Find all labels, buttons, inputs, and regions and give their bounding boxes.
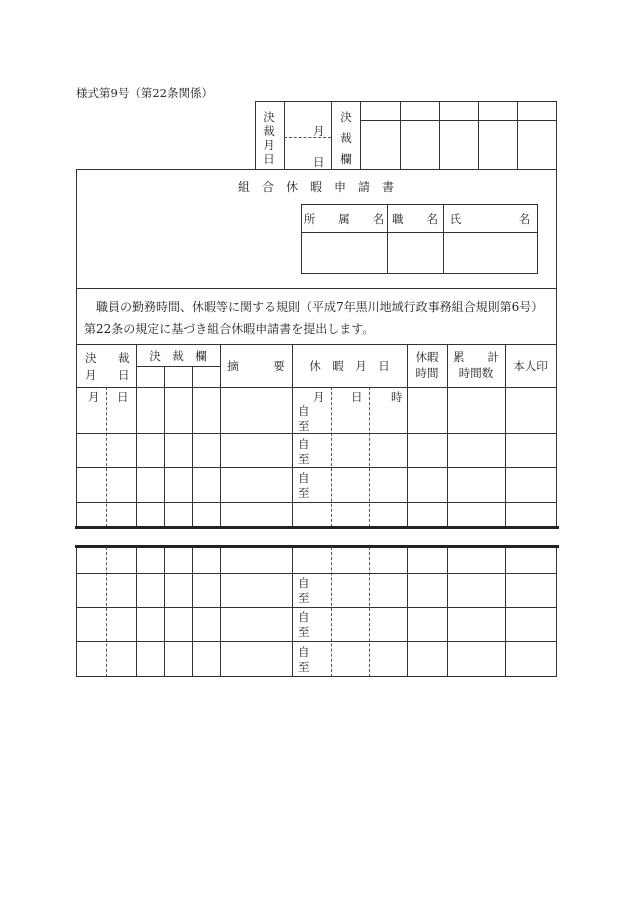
row2-to-label: 至 — [298, 452, 310, 466]
cumulative-header-line1: 累 計 — [453, 350, 499, 364]
affiliation-header: 所 属 名 — [303, 212, 385, 226]
approval-date-header-bottom-right: 日 — [118, 368, 130, 382]
row1-to-label: 至 — [298, 419, 310, 433]
row1-from-label: 自 — [298, 404, 310, 418]
form-number: 様式第9号（第22条関係） — [76, 86, 213, 100]
page-break-bottom-line — [75, 545, 559, 548]
approval-column-label-1: 決 — [340, 110, 352, 124]
row7-from-label: 自 — [298, 645, 310, 659]
row1-leave-month: 月 — [313, 390, 325, 404]
summary-header: 摘 要 — [227, 359, 285, 373]
approval-column-label-3: 欄 — [340, 152, 352, 166]
cumulative-header-line2: 時間数 — [458, 366, 494, 380]
approval-date-label-1: 決 — [263, 110, 275, 124]
row5-from-label: 自 — [298, 576, 310, 590]
row7-to-label: 至 — [298, 660, 310, 674]
approval-column-header: 決 裁 欄 — [149, 349, 207, 363]
row1-leave-day: 日 — [351, 390, 363, 404]
approval-date-label-4: 日 — [263, 152, 275, 166]
approval-column-label-2: 裁 — [340, 131, 352, 145]
row6-to-label: 至 — [298, 625, 310, 639]
approval-date-header-bottom-left: 月 — [85, 368, 97, 382]
page-title: 組 合 休 暇 申 請 書 — [237, 180, 394, 194]
row1-leave-hour: 時 — [391, 390, 403, 404]
seal-header: 本人印 — [513, 359, 548, 373]
row6-from-label: 自 — [298, 610, 310, 624]
name-header: 氏 名 — [449, 212, 531, 226]
row5-to-label: 至 — [298, 591, 310, 605]
approval-day-label: 日 — [313, 155, 325, 169]
statement-text: 職員の勤務時間、休暇等に関する規則（平成7年黒川地域行政事務組合規則第6号）第22条の規定に基づき組合休暇申請書を提出します。 — [84, 300, 544, 336]
approval-date-label-2: 裁 — [263, 124, 275, 138]
position-header: 職 名 — [392, 212, 438, 226]
leave-time-header-line2: 時間 — [415, 366, 439, 380]
row1-approval-month: 月 — [88, 390, 100, 404]
leave-time-header-line1: 休暇 — [415, 350, 439, 364]
approval-month-label: 月 — [313, 124, 325, 138]
approval-date-label-3: 月 — [263, 138, 275, 152]
approval-date-header-top-left: 決 — [85, 351, 97, 365]
page-break-top-line — [75, 526, 559, 529]
leave-date-header: 休 暇 月 日 — [309, 359, 390, 373]
row3-to-label: 至 — [298, 486, 310, 500]
row1-approval-day: 日 — [117, 390, 129, 404]
row2-from-label: 自 — [298, 437, 310, 451]
row3-from-label: 自 — [298, 471, 310, 485]
approval-date-header-top-right: 裁 — [118, 351, 130, 365]
